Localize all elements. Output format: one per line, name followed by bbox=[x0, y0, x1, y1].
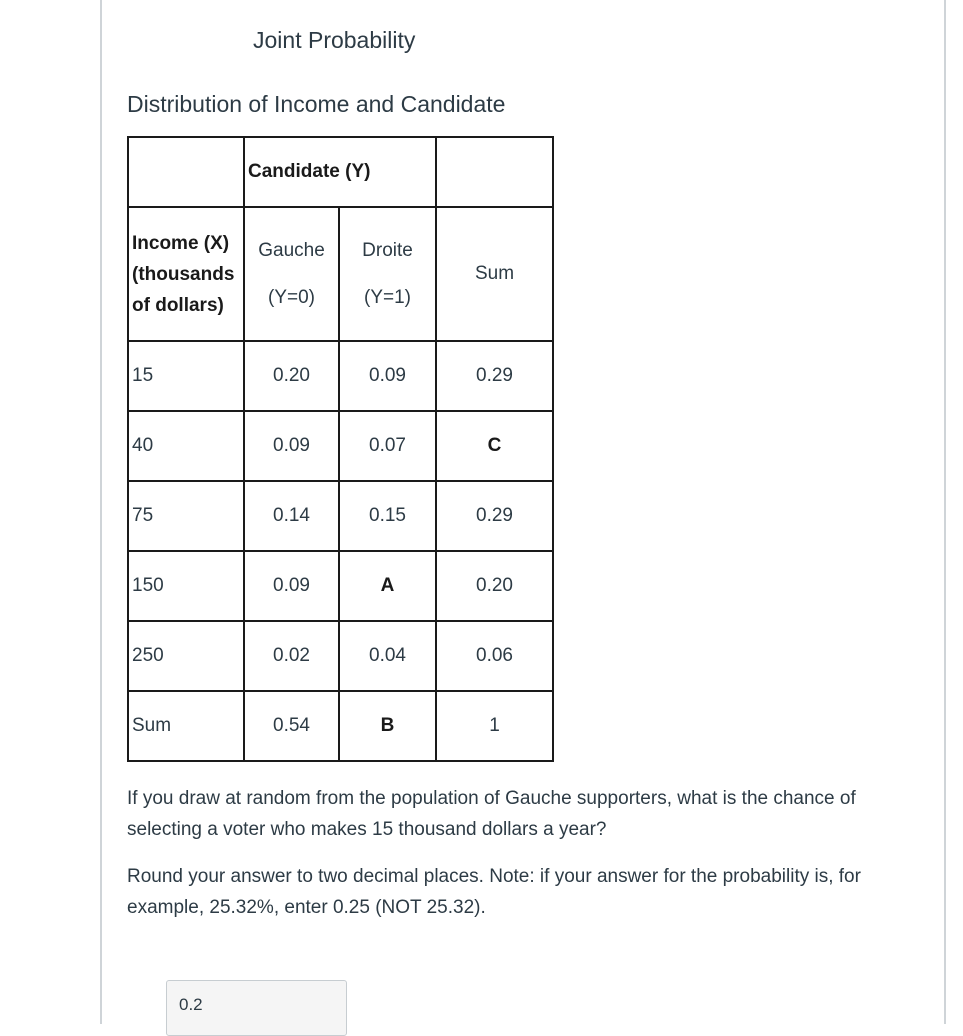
table-row bbox=[128, 411, 553, 481]
droite-cell: 0.09 bbox=[339, 341, 436, 411]
income-header-line-1: Income (X) bbox=[132, 232, 230, 254]
income-cell: 75 bbox=[128, 481, 244, 551]
rounding-instructions: Round your answer to two decimal places. Note: if your answer for the probability is, for example, 25.32%, enter 0.25 (NOT 25.32). bbox=[127, 866, 861, 918]
gauche-cell: 0.09 bbox=[244, 551, 339, 621]
income-header-line-2: (thousands bbox=[132, 263, 235, 285]
candidate-header: Candidate (Y) bbox=[244, 137, 436, 207]
income-cell: 150 bbox=[128, 551, 244, 621]
column-header-row bbox=[128, 207, 553, 341]
answer-input[interactable]: 0.2 bbox=[166, 980, 347, 1036]
table-row bbox=[128, 481, 553, 551]
income-header-line-3: of dollars) bbox=[132, 294, 224, 316]
droite-header bbox=[339, 207, 436, 341]
empty-header-cell bbox=[436, 137, 553, 207]
droite-cell: B bbox=[339, 691, 436, 761]
sum-cell: 0.29 bbox=[436, 481, 553, 551]
sum-cell: C bbox=[436, 411, 553, 481]
gauche-value-label: (Y=0) bbox=[268, 287, 315, 308]
droite-cell: 0.15 bbox=[339, 481, 436, 551]
sum-cell: 0.06 bbox=[436, 621, 553, 691]
table-header-row bbox=[128, 137, 553, 207]
income-header bbox=[128, 207, 244, 341]
droite-cell: 0.07 bbox=[339, 411, 436, 481]
table-row bbox=[128, 691, 553, 761]
gauche-cell: 0.02 bbox=[244, 621, 339, 691]
question-text-block bbox=[127, 783, 917, 939]
table-row bbox=[128, 621, 553, 691]
gauche-cell: 0.20 bbox=[244, 341, 339, 411]
droite-cell: 0.04 bbox=[339, 621, 436, 691]
income-cell: 40 bbox=[128, 411, 244, 481]
empty-corner-cell bbox=[128, 137, 244, 207]
gauche-cell: 0.54 bbox=[244, 691, 339, 761]
droite-value-label: (Y=1) bbox=[364, 287, 411, 308]
gauche-label: Gauche bbox=[258, 240, 325, 261]
gauche-header bbox=[244, 207, 339, 341]
income-cell: Sum bbox=[128, 691, 244, 761]
sum-header: Sum bbox=[436, 207, 553, 341]
sum-cell: 0.20 bbox=[436, 551, 553, 621]
table-row bbox=[128, 341, 553, 411]
question-prompt: If you draw at random from the population of Gauche supporters, what is the chance of selecting a voter who makes 15 thousand dollars a year? bbox=[127, 788, 856, 840]
droite-label: Droite bbox=[362, 240, 413, 261]
joint-probability-table bbox=[127, 136, 554, 762]
gauche-cell: 0.09 bbox=[244, 411, 339, 481]
gauche-cell: 0.14 bbox=[244, 481, 339, 551]
income-cell: 250 bbox=[128, 621, 244, 691]
income-cell: 15 bbox=[128, 341, 244, 411]
droite-cell: A bbox=[339, 551, 436, 621]
table-caption: Distribution of Income and Candidate bbox=[127, 91, 506, 117]
table-row bbox=[128, 551, 553, 621]
sum-cell: 0.29 bbox=[436, 341, 553, 411]
page-title: Joint Probability bbox=[253, 27, 416, 53]
sum-cell: 1 bbox=[436, 691, 553, 761]
